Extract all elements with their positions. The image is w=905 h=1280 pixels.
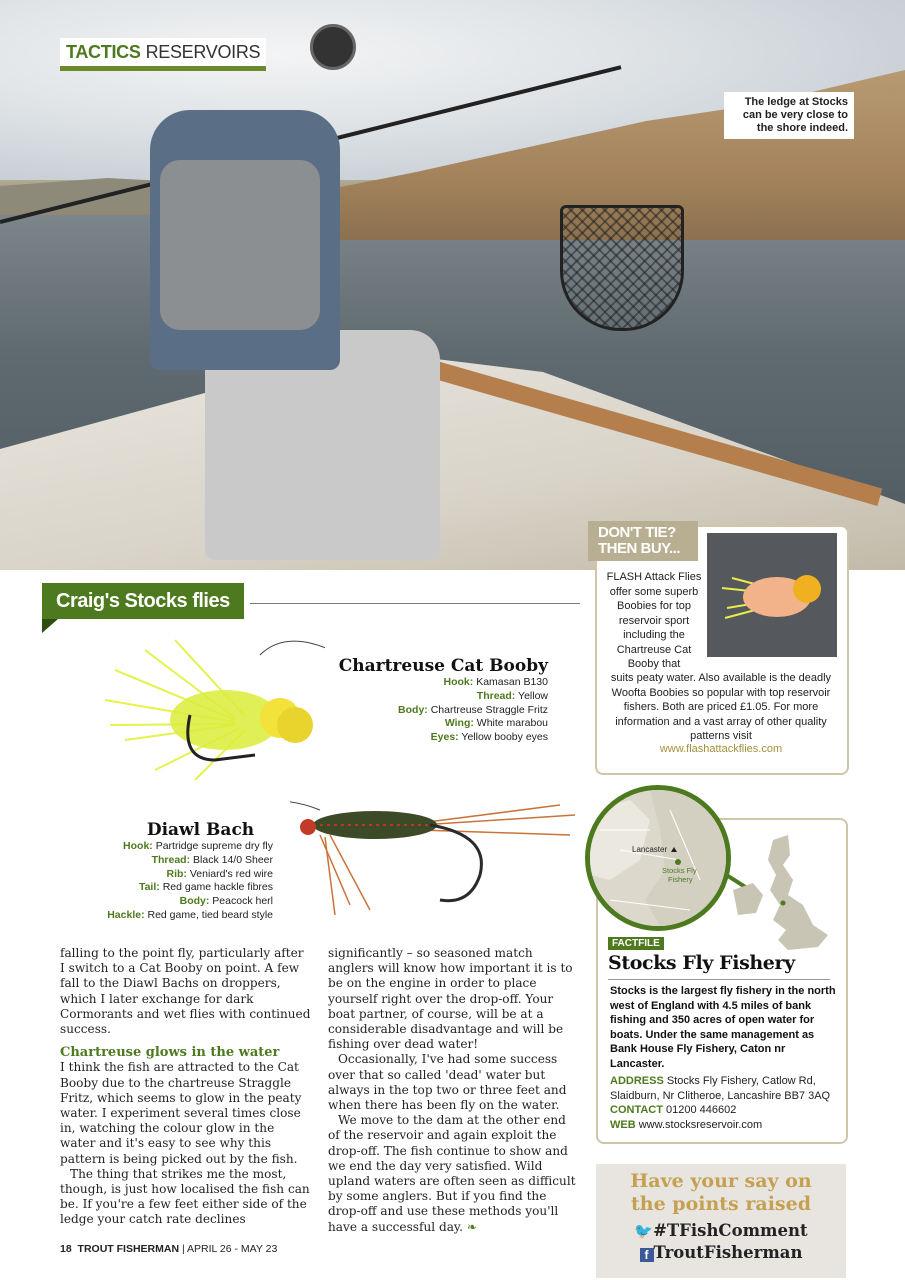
article-column-1 bbox=[60, 946, 312, 1228]
cat-booby-spec-wing: Wing: White marabou bbox=[444, 717, 548, 730]
photo-caption: The ledge at Stocks can be very close to the shore indeed. bbox=[724, 92, 854, 139]
have-your-say-box bbox=[596, 1164, 846, 1278]
map-label-fishery-1: Stocks Fly bbox=[662, 866, 697, 875]
buy-box-tag bbox=[588, 521, 698, 561]
factfile-tag: FACTFILE bbox=[608, 937, 664, 950]
article-paragraph: Occasionally, I've had some success over that so called 'dead' water but always in the top two or three feet and when there has been fly on the water. bbox=[328, 1052, 567, 1113]
flies-section-rule bbox=[250, 603, 580, 604]
article-paragraph: significantly – so seasoned match anglers will know how important it is to be on the engine in order to place yourself right over the drop-off. Your boat partner, of course, will be at a considerable disadvantage and will be fishing over dead water! bbox=[328, 946, 573, 1052]
article-paragraph: We move to the dam at the other end of the reservoir and again exploit the drop-off. The fish continue to show and we end the day very satisfied. Wild upland waters are often seen as difficult by some anglers. But if you find the drop-off and use these methods you'll have a successful day. ❧ bbox=[328, 1113, 576, 1234]
diawl-spec-rib: Rib: Veniard's red wire bbox=[166, 867, 273, 880]
cat-booby-spec-thread: Thread: Yellow bbox=[476, 689, 548, 702]
article-column-2 bbox=[328, 946, 580, 1235]
diawl-bach-recipe bbox=[98, 820, 273, 923]
diawl-bach-fly-image bbox=[290, 795, 580, 925]
cat-booby-fly-image bbox=[95, 630, 325, 790]
factfile-web[interactable]: WEB www.stocksreservoir.com bbox=[610, 1118, 763, 1131]
factfile-address: ADDRESS Stocks Fly Fishery, Catlow Rd, Slaidburn, Nr Clitheroe, Lancashire BB7 3AQ bbox=[610, 1075, 831, 1102]
end-fly-icon: ❧ bbox=[466, 1219, 477, 1234]
diawl-spec-hook: Hook: Partridge supreme dry fly bbox=[123, 840, 273, 852]
buy-tag-line1: DON'T TIE? bbox=[598, 524, 676, 541]
facebook-icon: f bbox=[640, 1248, 654, 1262]
facebook-handle[interactable]: f TroutFisherman bbox=[596, 1242, 846, 1263]
twitter-handle[interactable]: 🐦#TFishComment bbox=[634, 1221, 808, 1240]
diawl-spec-tail: Tail: Red game hackle fibres bbox=[138, 881, 273, 894]
factfile-title: Stocks Fly Fishery bbox=[608, 952, 795, 974]
issue-date: APRIL 26 - MAY 23 bbox=[187, 1243, 278, 1255]
cat-booby-spec-body: Body: Chartreuse Straggle Fritz bbox=[398, 703, 548, 716]
uk-locator-map bbox=[728, 835, 838, 955]
buy-tag-line2: THEN BUY... bbox=[598, 540, 681, 557]
cat-booby-spec-hook: Hook: Kamasan B130 bbox=[443, 676, 548, 688]
page-footer: 18 TROUT FISHERMAN | APRIL 26 - MAY 23 bbox=[60, 1243, 278, 1255]
factfile-phone: CONTACT 01200 446602 bbox=[610, 1104, 737, 1117]
diawl-spec-hackle: Hackle: Red game, tied beard style bbox=[107, 908, 273, 921]
article-paragraph: falling to the point fly, particularly after I switch to a Cat Booby on point. A few fall to the Diawl Bachs on droppers, which I later exchange for dark Cormorants and wet flies with continued success. bbox=[60, 946, 311, 1037]
cat-booby-recipe bbox=[330, 656, 548, 745]
flies-section-title: Craig's Stocks flies bbox=[42, 583, 244, 619]
section-tag-sub: RESERVOIRS bbox=[145, 41, 261, 62]
article-subheading: Chartreuse glows in the water bbox=[60, 1045, 280, 1061]
section-tag-main: TACTICS bbox=[66, 41, 141, 62]
factfile-contact bbox=[610, 1074, 838, 1132]
map-label-lancaster: Lancaster bbox=[632, 845, 668, 854]
photo-angler-vest bbox=[160, 160, 320, 330]
section-tag bbox=[60, 38, 266, 71]
magazine-name: TROUT FISHERMAN bbox=[77, 1243, 180, 1255]
page-number: 18 bbox=[60, 1243, 72, 1255]
factfile-body: Stocks is the largest fly fishery in the north west of England with 4.5 miles of bank fishing and 350 acres of open water for boats. Under the same management as Bank House Fly Fishery, Caton nr Lancaster. bbox=[610, 985, 836, 1070]
diawl-bach-title: Diawl Bach bbox=[146, 820, 255, 840]
photo-landing-net bbox=[560, 205, 684, 331]
cat-booby-spec-eyes: Eyes: Yellow booby eyes bbox=[430, 731, 548, 744]
buy-box-text-part2: suits peaty water. Also available is the deadly Woofta Boobies so popular with top reservoir fishers. Both are priced £1.05. For more information and a vast array of other quality patterns visit bbox=[610, 672, 832, 742]
hero-photo bbox=[0, 0, 905, 570]
twitter-icon: 🐦 bbox=[634, 1222, 654, 1240]
buy-box-text-part1: FLASH Attack Flies offer some superb Boobies for top reservoir sport including the Chartreuse Cat Booby that bbox=[606, 571, 702, 670]
article-paragraph: I think the fish are attracted to the Cat Booby due to the chartreuse Straggle Fritz, which seems to glow in the peaty water. I experiment several times close in, watching the colour glow in the water and it's easy to see why this pattern is being picked out by the fish. bbox=[60, 1060, 302, 1166]
buy-box-fly-photo bbox=[707, 533, 837, 657]
factfile-rule bbox=[608, 979, 830, 980]
have-your-say-title: Have your say on the points raised bbox=[630, 1170, 812, 1215]
article-paragraph: The thing that strikes me the most, though, is just how localised the fish can be. If you're a few feet either side of the ledge your catch rate declines bbox=[60, 1166, 310, 1227]
map-label-fishery-2: Fishery bbox=[668, 875, 693, 884]
diawl-spec-thread: Thread: Black 14/0 Sheer bbox=[151, 853, 273, 866]
photo-reel bbox=[310, 24, 356, 70]
cat-booby-title: Chartreuse Cat Booby bbox=[338, 656, 548, 676]
buy-box-link[interactable]: www.flashattackflies.com bbox=[659, 743, 783, 755]
diawl-spec-body: Body: Peacock herl bbox=[179, 895, 273, 908]
local-map bbox=[585, 785, 731, 931]
